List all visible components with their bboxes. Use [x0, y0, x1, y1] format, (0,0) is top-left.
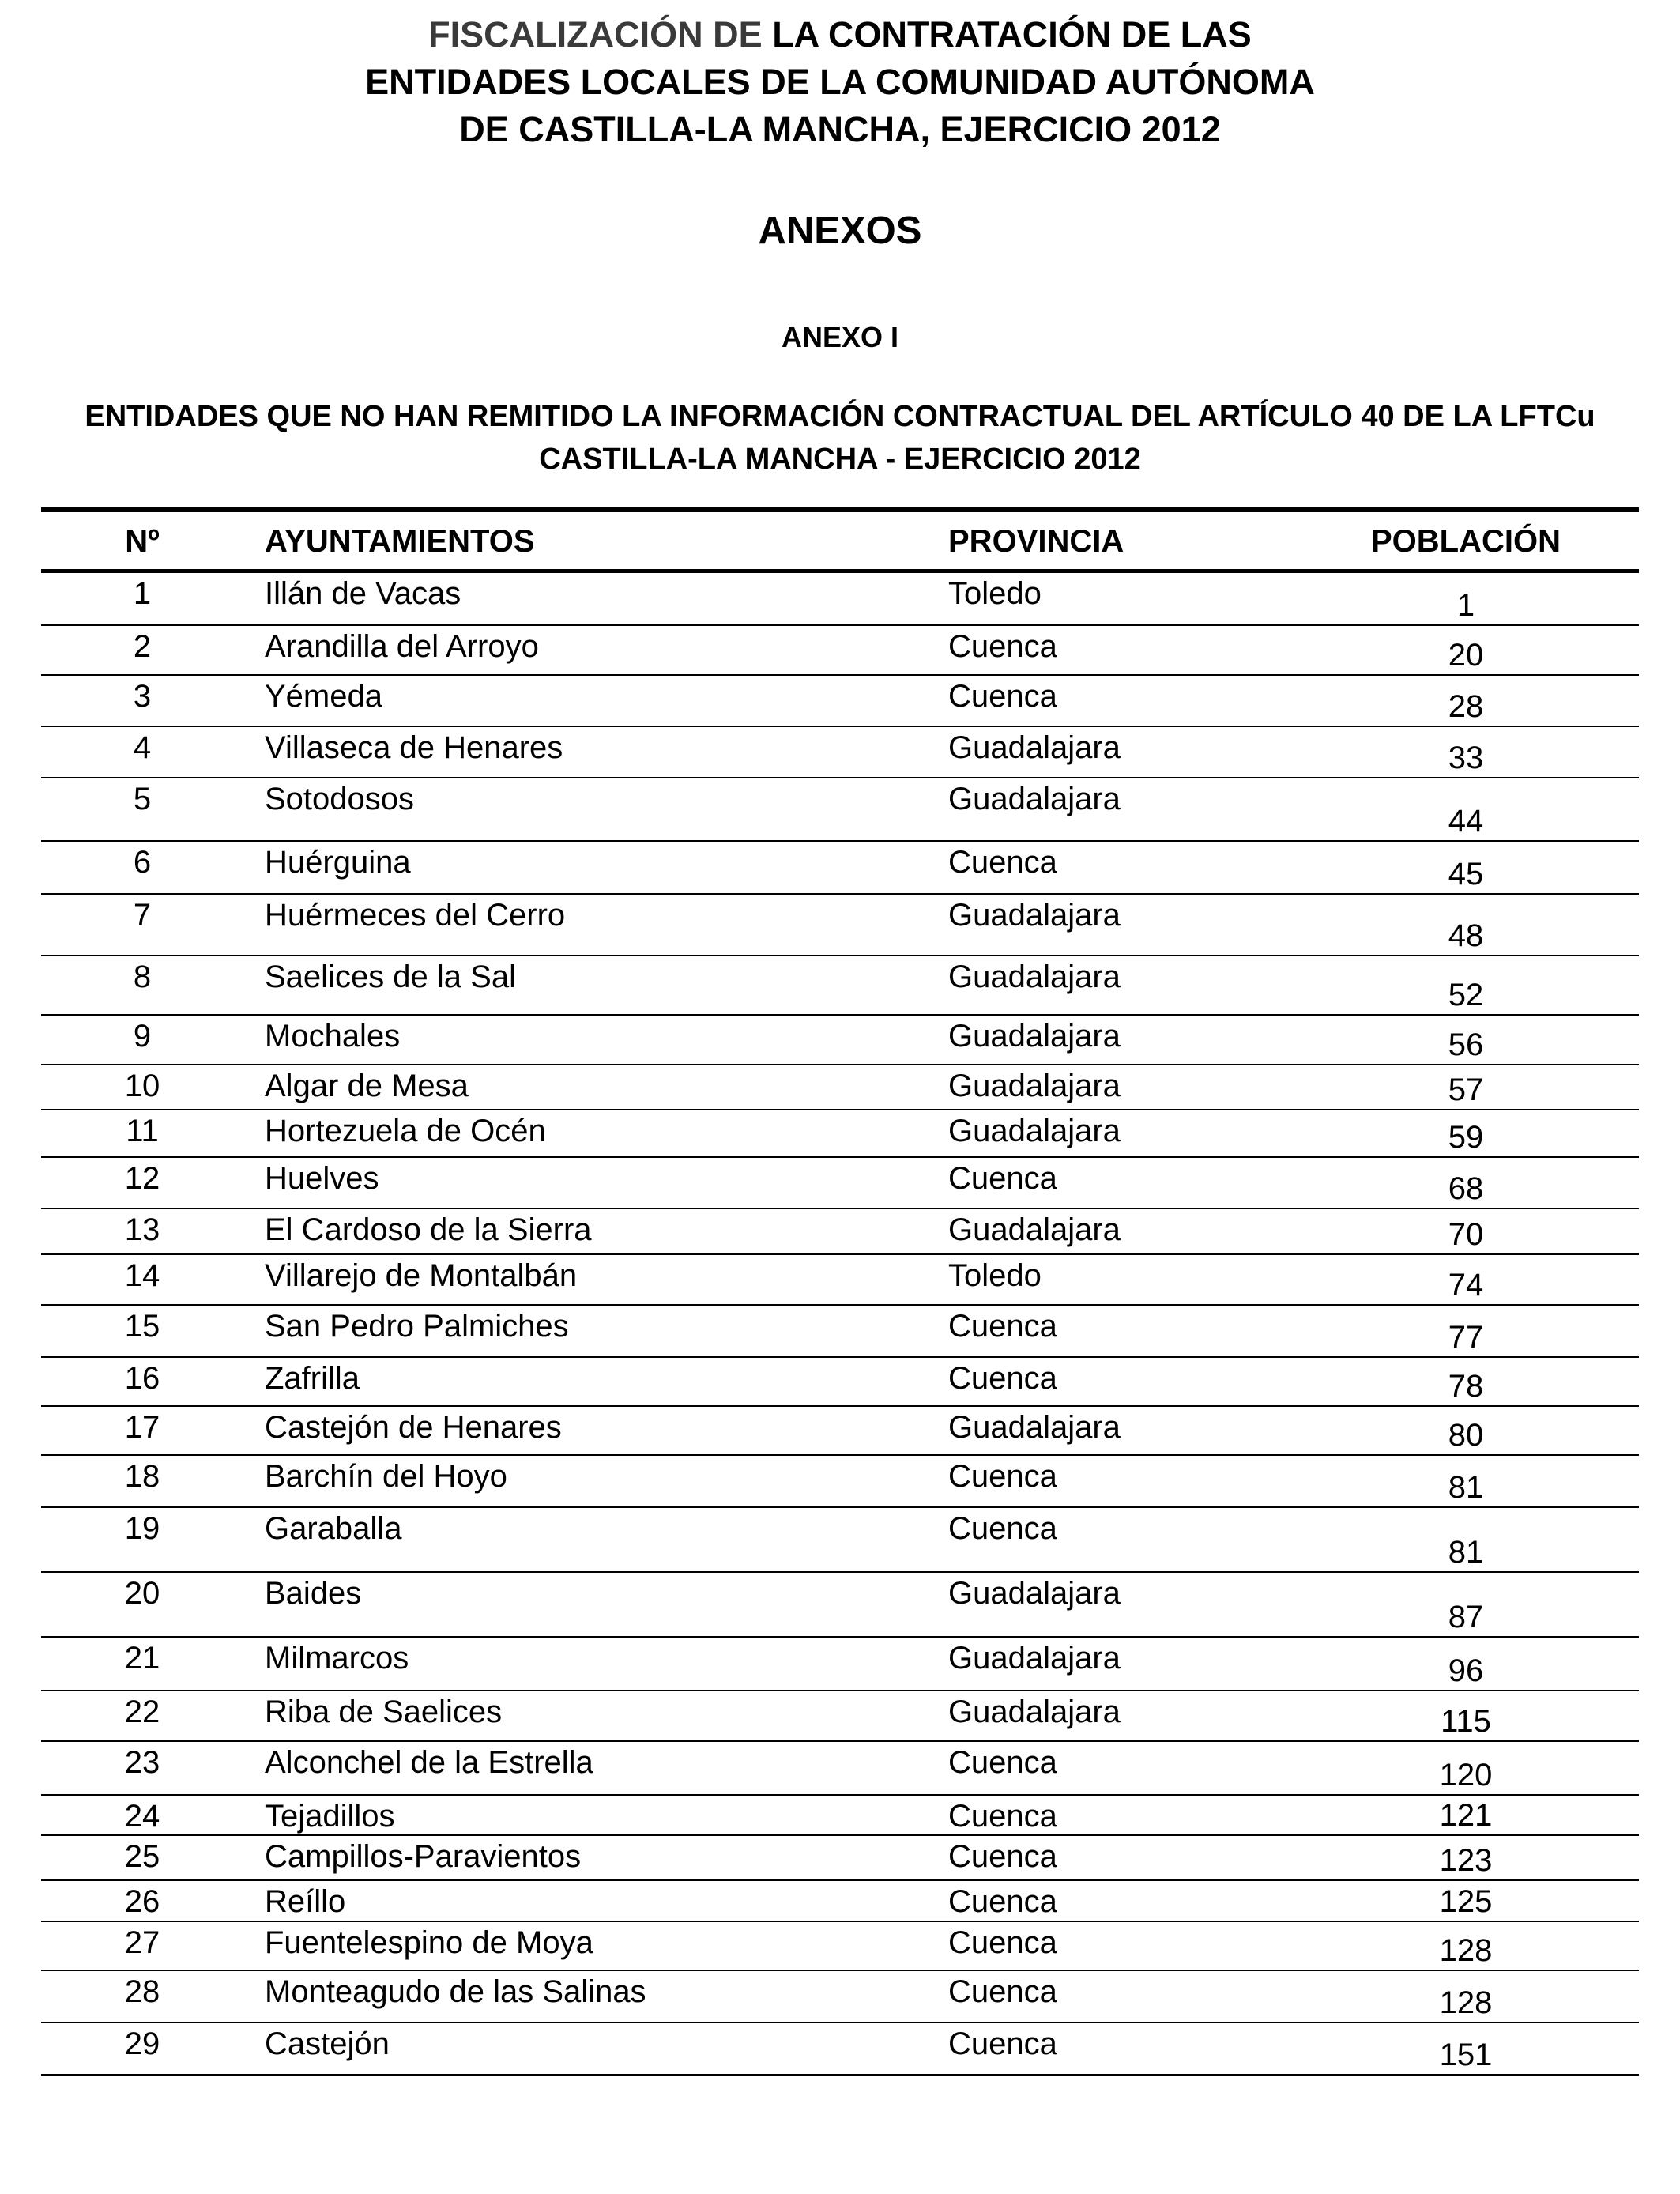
- row-poblacion: 128: [1439, 1933, 1493, 1968]
- row-number: 16: [124, 1361, 160, 1396]
- row-provincia: Cuenca: [948, 1974, 1057, 2009]
- row-provincia: Toledo: [948, 1258, 1042, 1293]
- row-poblacion: 77: [1448, 1320, 1484, 1355]
- table-row: [41, 1922, 1639, 1971]
- table-top-rule: [41, 507, 1639, 512]
- row-ayuntamiento: Huérmeces del Cerro: [265, 898, 566, 933]
- row-number: 5: [133, 782, 152, 816]
- row-poblacion: 81: [1448, 1535, 1484, 1570]
- row-ayuntamiento: Baides: [265, 1576, 362, 1611]
- row-ayuntamiento: Villarejo de Montalbán: [265, 1258, 578, 1293]
- table-row: [41, 842, 1639, 895]
- document-title-lead: FISCALIZACIÓN DE: [428, 14, 763, 55]
- row-number: 23: [124, 1745, 160, 1780]
- row-number: 27: [124, 1925, 160, 1960]
- row-number: 4: [133, 730, 152, 765]
- row-poblacion: 20: [1448, 638, 1484, 673]
- table-row: [41, 1508, 1639, 1573]
- table-row: [41, 1065, 1639, 1110]
- table-row: [41, 778, 1639, 842]
- row-ayuntamiento: Milmarcos: [265, 1641, 409, 1676]
- row-number: 29: [124, 2026, 160, 2061]
- table-row: [41, 727, 1639, 778]
- table-row: [41, 1742, 1639, 1796]
- annex-title-line-2: CASTILLA-LA MANCHA - EJERCICIO 2012: [539, 443, 1141, 476]
- row-provincia: Guadalajara: [948, 730, 1121, 765]
- row-poblacion: 45: [1448, 857, 1484, 892]
- row-ayuntamiento: Zafrilla: [265, 1361, 360, 1396]
- row-number: 2: [133, 629, 152, 664]
- table-row: [41, 2023, 1639, 2074]
- row-ayuntamiento: Sotodosos: [265, 782, 415, 816]
- row-ayuntamiento: Villaseca de Henares: [265, 730, 563, 765]
- row-poblacion: 1: [1456, 588, 1475, 623]
- row-number: 28: [124, 1974, 160, 2009]
- row-ayuntamiento: Mochales: [265, 1019, 401, 1054]
- table-row: [41, 1407, 1639, 1456]
- row-number: 20: [124, 1576, 160, 1611]
- document-title-line-2: ENTIDADES LOCALES DE LA COMUNIDAD AUTÓNOMA: [365, 62, 1315, 102]
- document-title-line-1: [0, 11, 1680, 58]
- row-provincia: Cuenca: [948, 845, 1057, 880]
- row-ayuntamiento: Riba de Saelices: [265, 1695, 503, 1729]
- row-number: 17: [124, 1410, 160, 1445]
- table-bottom-rule: [41, 2074, 1639, 2076]
- row-poblacion: 115: [1441, 1704, 1491, 1739]
- row-number: 8: [133, 959, 152, 994]
- row-provincia: Guadalajara: [948, 898, 1121, 933]
- table-row: [41, 1110, 1639, 1158]
- row-poblacion: 56: [1448, 1027, 1484, 1062]
- table-row: [41, 1255, 1639, 1306]
- row-provincia: Cuenca: [948, 1925, 1057, 1960]
- row-provincia: Cuenca: [948, 679, 1057, 714]
- row-provincia: Guadalajara: [948, 1695, 1121, 1729]
- row-number: 25: [124, 1839, 160, 1874]
- row-poblacion: 151: [1439, 2038, 1493, 2072]
- row-provincia: Guadalajara: [948, 1212, 1121, 1247]
- row-ayuntamiento: El Cardoso de la Sierra: [265, 1212, 592, 1247]
- document-title-line-3: DE CASTILLA-LA MANCHA, EJERCICIO 2012: [459, 109, 1221, 149]
- column-header-provincia: PROVINCIA: [948, 524, 1124, 559]
- table-row: [41, 1573, 1639, 1638]
- row-provincia: Cuenca: [948, 1884, 1057, 1919]
- row-ayuntamiento: Fuentelespino de Moya: [265, 1925, 593, 1960]
- row-provincia: Cuenca: [948, 1799, 1057, 1834]
- table-row: [41, 1358, 1639, 1407]
- row-ayuntamiento: Huelves: [265, 1161, 379, 1196]
- row-provincia: Guadalajara: [948, 1019, 1121, 1054]
- column-header-number: Nº: [125, 524, 160, 559]
- row-provincia: Cuenca: [948, 1745, 1057, 1780]
- annexes-heading: ANEXOS: [758, 209, 922, 252]
- row-number: 19: [124, 1511, 160, 1546]
- row-ayuntamiento: Castejón: [265, 2026, 390, 2061]
- annex-title-line-1: ENTIDADES QUE NO HAN REMITIDO LA INFORMACIÓN CONTRACTUAL DEL ARTÍCULO 40 DE LA LFTCu: [85, 400, 1595, 433]
- row-number: 13: [124, 1212, 160, 1247]
- row-provincia: Cuenca: [948, 1511, 1057, 1546]
- table-row: [41, 1456, 1639, 1508]
- row-number: 12: [124, 1161, 160, 1196]
- row-provincia: Guadalajara: [948, 1069, 1121, 1103]
- row-ayuntamiento: Reíllo: [265, 1884, 346, 1919]
- table-row: [41, 956, 1639, 1016]
- row-provincia: Cuenca: [948, 1161, 1057, 1196]
- row-provincia: Toledo: [948, 576, 1042, 611]
- table-row: [41, 573, 1639, 626]
- row-number: 15: [124, 1309, 160, 1344]
- row-ayuntamiento: Monteagudo de las Salinas: [265, 1974, 646, 2009]
- column-header-poblacion: POBLACIÓN: [1371, 524, 1561, 559]
- row-ayuntamiento: Algar de Mesa: [265, 1069, 469, 1103]
- table-row: [41, 1836, 1639, 1881]
- row-poblacion: 44: [1448, 804, 1484, 839]
- row-poblacion: 96: [1448, 1653, 1484, 1688]
- table-row: [41, 1209, 1639, 1255]
- row-provincia: Cuenca: [948, 2026, 1057, 2061]
- table-row: [41, 1796, 1639, 1836]
- row-poblacion: 59: [1448, 1120, 1484, 1155]
- row-number: 3: [133, 679, 152, 714]
- row-poblacion: 70: [1448, 1217, 1484, 1252]
- row-ayuntamiento: Yémeda: [265, 679, 382, 714]
- row-provincia: Cuenca: [948, 629, 1057, 664]
- row-number: 26: [124, 1884, 160, 1919]
- row-number: 10: [124, 1069, 160, 1103]
- row-provincia: Cuenca: [948, 1839, 1057, 1874]
- row-ayuntamiento: Barchín del Hoyo: [265, 1459, 507, 1494]
- row-ayuntamiento: Tejadillos: [265, 1799, 395, 1834]
- column-header-ayuntamientos: AYUNTAMIENTOS: [265, 524, 535, 559]
- row-poblacion: 74: [1448, 1268, 1484, 1302]
- row-poblacion: 52: [1448, 978, 1484, 1012]
- row-ayuntamiento: Illán de Vacas: [265, 576, 461, 611]
- row-provincia: Guadalajara: [948, 1410, 1121, 1445]
- table-row: [41, 1016, 1639, 1065]
- row-provincia: Cuenca: [948, 1309, 1057, 1344]
- row-number: 22: [124, 1695, 160, 1729]
- row-provincia: Guadalajara: [948, 959, 1121, 994]
- table-row: [41, 1881, 1639, 1922]
- row-poblacion: 48: [1448, 918, 1484, 953]
- row-ayuntamiento: San Pedro Palmiches: [265, 1309, 569, 1344]
- document-title-line-1-rest: LA CONTRATACIÓN DE LAS: [772, 14, 1252, 55]
- row-number: 21: [124, 1641, 160, 1676]
- row-poblacion: 78: [1448, 1369, 1484, 1404]
- table-row: [41, 626, 1639, 676]
- row-ayuntamiento: Saelices de la Sal: [265, 959, 516, 994]
- row-ayuntamiento: Garaballa: [265, 1511, 402, 1546]
- row-poblacion: 120: [1439, 1758, 1493, 1793]
- row-provincia: Guadalajara: [948, 782, 1121, 816]
- row-ayuntamiento: Castejón de Henares: [265, 1410, 562, 1445]
- row-number: 18: [124, 1459, 160, 1494]
- table-row: [41, 1691, 1639, 1742]
- row-provincia: Guadalajara: [948, 1576, 1121, 1611]
- row-provincia: Guadalajara: [948, 1114, 1121, 1148]
- row-poblacion: 128: [1439, 1985, 1493, 2020]
- row-ayuntamiento: Alconchel de la Estrella: [265, 1745, 593, 1780]
- row-ayuntamiento: Hortezuela de Océn: [265, 1114, 546, 1148]
- annex-title: [0, 395, 1680, 481]
- table-row: [41, 676, 1639, 727]
- row-poblacion: 87: [1448, 1600, 1484, 1634]
- row-provincia: Cuenca: [948, 1459, 1057, 1494]
- table-row: [41, 1638, 1639, 1691]
- table-row: [41, 1971, 1639, 2023]
- row-poblacion: 80: [1448, 1418, 1484, 1453]
- row-poblacion: 125: [1439, 1884, 1493, 1919]
- table-row: [41, 1158, 1639, 1209]
- row-poblacion: 121: [1439, 1798, 1493, 1833]
- row-poblacion: 68: [1448, 1171, 1484, 1206]
- table-row: [41, 895, 1639, 956]
- row-provincia: Guadalajara: [948, 1641, 1121, 1676]
- row-number: 14: [124, 1258, 160, 1293]
- annex-number: ANEXO I: [781, 321, 899, 353]
- row-ayuntamiento: Campillos-Paravientos: [265, 1839, 582, 1874]
- row-number: 11: [126, 1114, 159, 1148]
- document-title: [0, 11, 1680, 153]
- row-poblacion: 33: [1448, 741, 1484, 775]
- row-number: 24: [124, 1799, 160, 1834]
- row-number: 1: [133, 576, 152, 611]
- row-number: 7: [133, 898, 152, 933]
- row-poblacion: 57: [1448, 1072, 1484, 1107]
- table-row: [41, 1306, 1639, 1358]
- row-ayuntamiento: Arandilla del Arroyo: [265, 629, 539, 664]
- row-number: 9: [133, 1019, 152, 1054]
- row-poblacion: 28: [1448, 689, 1484, 724]
- row-provincia: Cuenca: [948, 1361, 1057, 1396]
- row-poblacion: 81: [1448, 1470, 1484, 1505]
- row-poblacion: 123: [1439, 1843, 1493, 1878]
- row-ayuntamiento: Huérguina: [265, 845, 411, 880]
- row-number: 6: [133, 845, 152, 880]
